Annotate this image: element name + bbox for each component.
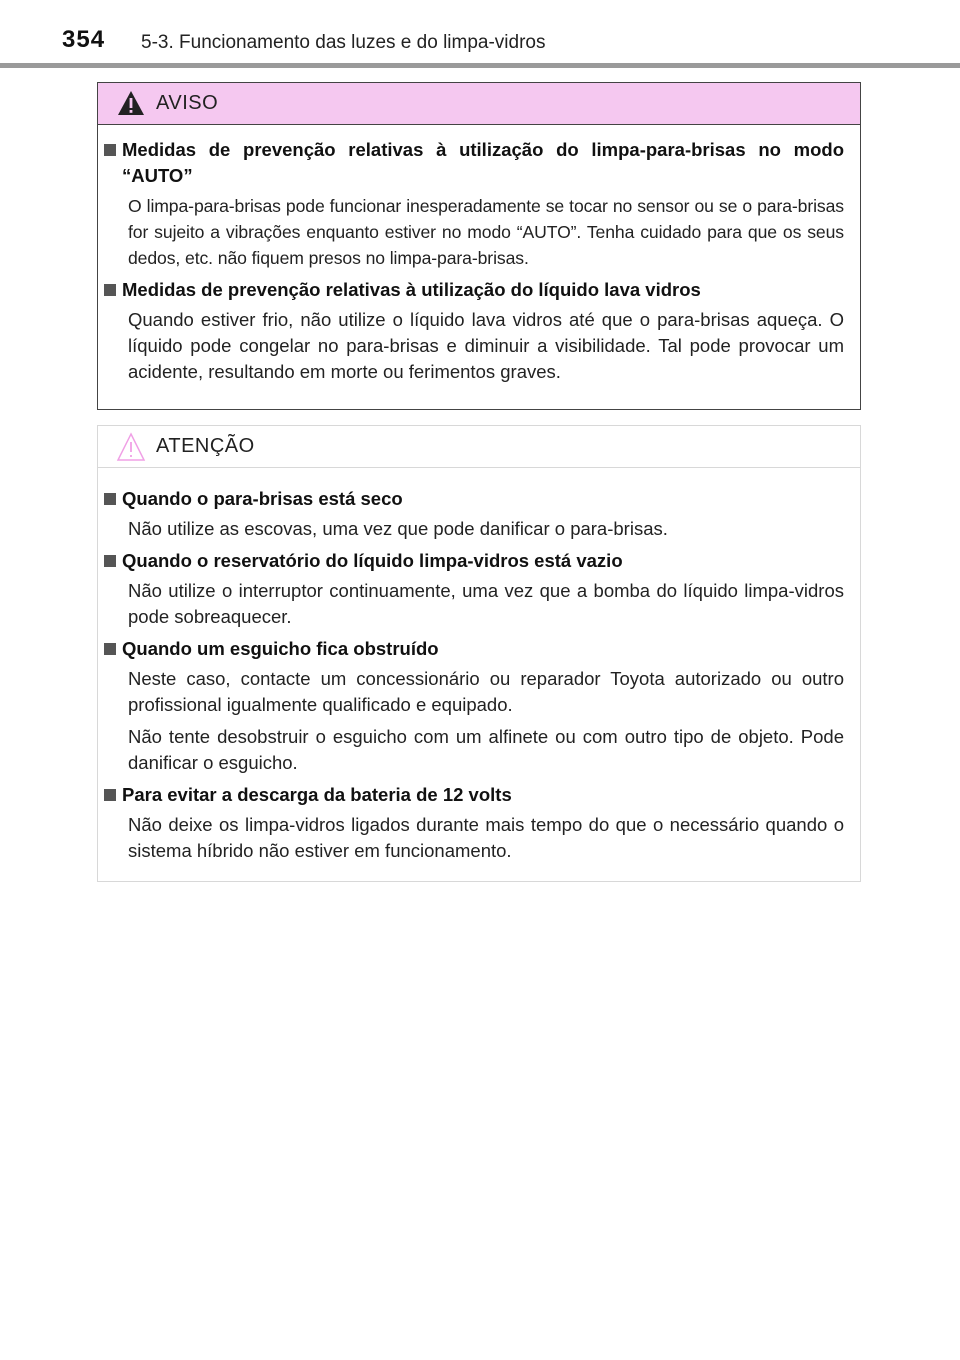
section-title: 5-3. Funcionamento das luzes e do limpa-vidros: [141, 32, 546, 53]
caution-item: [104, 548, 844, 630]
caution-item: [104, 782, 844, 864]
page-number: 354: [62, 26, 106, 53]
warning-title: AVISO: [156, 92, 219, 114]
warning-box: [97, 82, 861, 410]
square-bullet-icon: [104, 144, 116, 156]
square-bullet-icon: [104, 284, 116, 296]
item-heading: Medidas de prevenção relativas à utilização do líquido lava vidros: [122, 279, 701, 300]
caution-item: [104, 486, 844, 542]
item-paragraph: Quando estiver frio, não utilize o líquido lava vidros até que o para-brisas aqueça. O líquido pode congelar no para-brisas e diminuir a visibilidade. Tal pode provocar um acidente, resultando em morte ou ferimentos graves.: [128, 309, 844, 382]
caution-triangle-icon: [116, 432, 146, 462]
caution-box: [97, 425, 861, 882]
item-heading: Medidas de prevenção relativas à utilização do limpa-para-brisas no modo “AUTO”: [122, 139, 844, 186]
warning-item: [104, 137, 844, 271]
item-paragraph: Não tente desobstruir o esguicho com um alfinete ou com outro tipo de objeto. Pode danificar o esguicho.: [128, 726, 844, 773]
warning-header: [98, 83, 860, 125]
caution-title: ATENÇÃO: [156, 435, 255, 457]
square-bullet-icon: [104, 643, 116, 655]
caution-item: [104, 636, 844, 776]
item-heading: Para evitar a descarga da bateria de 12 volts: [122, 784, 512, 805]
item-heading: Quando o reservatório do líquido limpa-vidros está vazio: [122, 550, 623, 571]
item-paragraph: Não deixe os limpa-vidros ligados durante mais tempo do que o necessário quando o sistema híbrido não estiver em funcionamento.: [128, 814, 844, 861]
item-paragraph: Neste caso, contacte um concessionário ou reparador Toyota autorizado ou outro profissional igualmente qualificado e equipado.: [128, 668, 844, 715]
item-heading: Quando o para-brisas está seco: [122, 488, 403, 509]
item-paragraph: Não utilize as escovas, uma vez que pode danificar o para-brisas.: [128, 518, 668, 539]
item-paragraph: Não utilize o interruptor continuamente, uma vez que a bomba do líquido limpa-vidros pode sobreaquecer.: [128, 580, 844, 627]
caution-header: [98, 426, 860, 468]
square-bullet-icon: [104, 555, 116, 567]
square-bullet-icon: [104, 789, 116, 801]
item-heading: Quando um esguicho fica obstruído: [122, 638, 439, 659]
warning-triangle-icon: [116, 89, 146, 117]
warning-item: [104, 277, 844, 385]
square-bullet-icon: [104, 493, 116, 505]
header-rule: [0, 63, 960, 68]
item-paragraph: O limpa-para-brisas pode funcionar inesperadamente se tocar no sensor ou se o para-brisas for sujeito a vibrações enquanto estiver no modo “AUTO”. Tenha cuidado para que os seus dedos, etc. não fiquem presos no limpa-para-brisas.: [128, 196, 844, 268]
